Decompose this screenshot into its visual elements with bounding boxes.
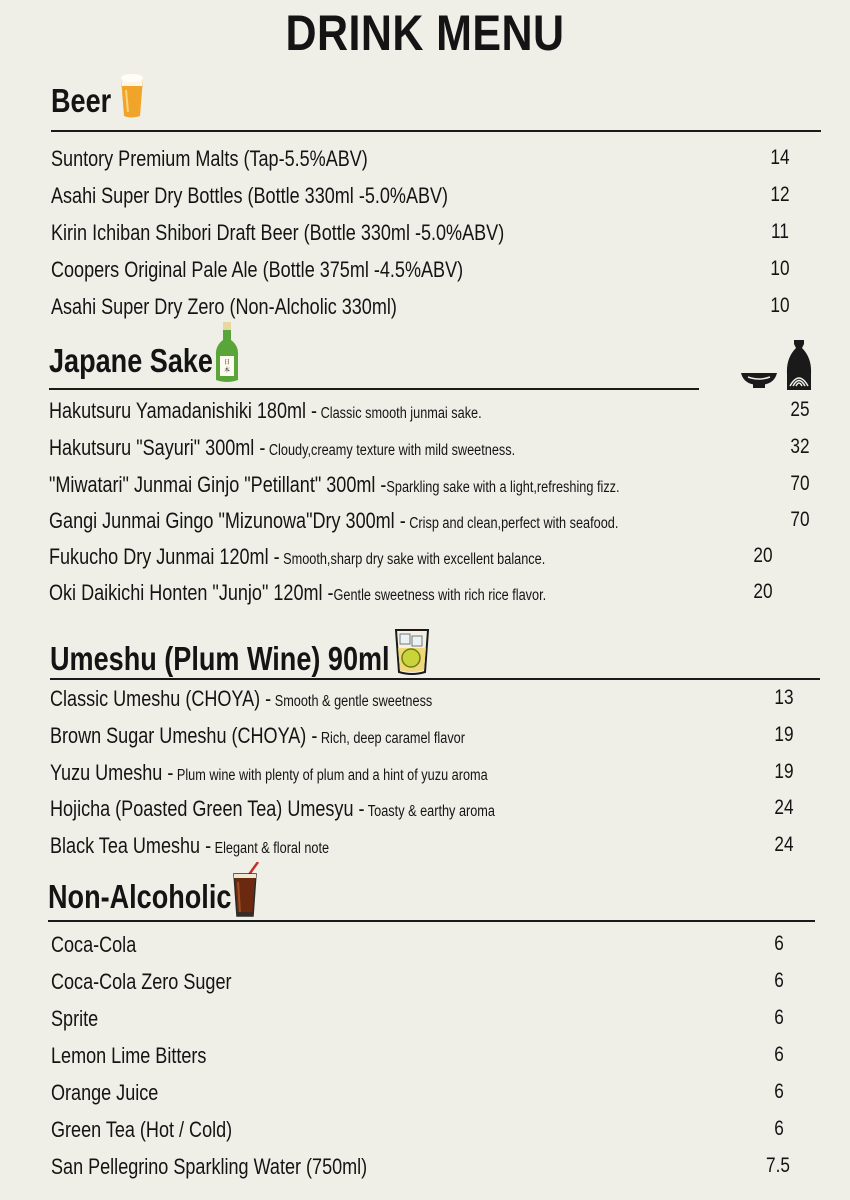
item-description: Smooth,sharp dry sake with excellent balance.: [279, 551, 546, 568]
item-name: Suntory Premium Malts (Tap-5.5%ABV): [51, 146, 368, 171]
item-description: Crisp and clean,perfect with seafood.: [405, 515, 619, 532]
list-item: [0, 294, 850, 324]
list-item: [0, 1117, 850, 1147]
svg-text:日: 日: [223, 359, 231, 366]
sake-heading: Japane Sake: [49, 342, 213, 379]
item-description: Toasty & earthy aroma: [364, 803, 495, 820]
item-price: 70: [790, 472, 810, 495]
list-item: [0, 183, 850, 213]
list-item: [0, 220, 850, 250]
item-price: 24: [774, 833, 794, 856]
item-price: 20: [753, 580, 773, 603]
beer-heading: Beer: [51, 82, 112, 119]
item-name: [49, 508, 618, 534]
item-price: 10: [770, 257, 790, 280]
umeshu-heading: Umeshu (Plum Wine) 90ml: [50, 640, 390, 677]
item-price: 24: [774, 796, 794, 819]
item-description: Plum wine with plenty of plum and a hint of yuzu aroma: [173, 767, 488, 784]
item-description: Gentle sweetness with rich rice flavor.: [333, 587, 547, 604]
item-price: 6: [774, 1117, 784, 1140]
list-item: [0, 508, 850, 538]
item-title: Oki Daikichi Honten "Junjo" 120ml -: [49, 580, 334, 605]
list-item: [0, 796, 850, 826]
item-description: Cloudy,creamy texture with mild sweetness.: [265, 442, 516, 459]
page-title: DRINK MENU: [285, 5, 565, 61]
item-price: 11: [771, 220, 789, 243]
list-item: [0, 435, 850, 465]
list-item: [0, 833, 850, 863]
item-name: Coopers Original Pale Ale (Bottle 375ml -4.5%ABV): [51, 257, 464, 282]
non-alcoholic-heading: Non-Alcoholic: [48, 878, 232, 915]
item-title: Hojicha (Poasted Green Tea) Umesyu -: [50, 796, 365, 821]
item-description: Classic smooth junmai sake.: [317, 405, 482, 422]
item-name: [49, 398, 482, 424]
list-item: [0, 760, 850, 790]
item-name: Kirin Ichiban Shibori Draft Beer (Bottle 330ml -5.0%ABV): [51, 220, 505, 245]
item-title: Black Tea Umeshu -: [50, 833, 212, 858]
item-name: [49, 544, 545, 570]
list-item: [0, 932, 850, 962]
item-name: Asahi Super Dry Zero (Non-Alcholic 330ml): [51, 294, 397, 319]
item-price: 70: [790, 508, 810, 531]
sake-tokkuri-icon: [786, 340, 812, 392]
svg-text:本: 本: [223, 367, 231, 374]
list-item: [0, 146, 850, 176]
item-name: [49, 580, 546, 606]
item-name: Coca-Cola Zero Suger: [51, 969, 232, 994]
item-price: 7.5: [766, 1154, 790, 1177]
list-item: [0, 969, 850, 999]
item-name: Green Tea (Hot / Cold): [51, 1117, 233, 1142]
item-price: 32: [790, 435, 810, 458]
item-description: Elegant & floral note: [211, 840, 330, 857]
item-description: Smooth & gentle sweetness: [271, 693, 433, 710]
list-item: [0, 1080, 850, 1110]
item-name: [50, 833, 329, 859]
list-item: [0, 1154, 850, 1184]
sake-cup-icon: [740, 368, 778, 390]
item-price: 6: [774, 932, 784, 955]
item-title: Fukucho Dry Junmai 120ml -: [49, 544, 280, 569]
item-price: 6: [774, 1080, 784, 1103]
item-price: 10: [770, 294, 790, 317]
item-name: [49, 472, 620, 498]
item-price: 6: [774, 1006, 784, 1029]
item-name: Coca-Cola: [51, 932, 137, 957]
list-item: [0, 257, 850, 287]
list-item: [0, 580, 850, 610]
item-price: 14: [770, 146, 790, 169]
list-item: [0, 1006, 850, 1036]
item-price: 25: [790, 398, 810, 421]
item-name: [50, 723, 465, 749]
item-name: [50, 760, 488, 786]
beer-divider: [51, 130, 821, 132]
item-price: 20: [753, 544, 773, 567]
sake-bottle-icon: [213, 322, 241, 384]
item-name: Asahi Super Dry Bottles (Bottle 330ml -5.0%ABV): [51, 183, 449, 208]
item-price: 6: [774, 1043, 784, 1066]
list-item: [0, 723, 850, 753]
item-title: Brown Sugar Umeshu (CHOYA) -: [50, 723, 318, 748]
item-price: 19: [774, 723, 794, 746]
non-alcoholic-section: [0, 878, 850, 1188]
cola-glass-icon: [230, 862, 264, 918]
item-title: Gangi Junmai Gingo "Mizunowa"Dry 300ml -: [49, 508, 406, 533]
umeshu-section: [0, 640, 850, 870]
list-item: [0, 686, 850, 716]
sake-section: [0, 342, 850, 612]
item-price: 13: [774, 686, 794, 709]
list-item: [0, 398, 850, 428]
item-title: Yuzu Umeshu -: [50, 760, 174, 785]
item-name: Sprite: [51, 1006, 99, 1031]
whisky-glass-icon: [394, 626, 430, 676]
item-name: San Pellegrino Sparkling Water (750ml): [51, 1154, 368, 1179]
item-title: "Miwatari" Junmai Ginjo "Petillant" 300ml -: [49, 472, 387, 497]
item-name: [50, 686, 432, 712]
list-item: [0, 544, 850, 574]
item-name: [49, 435, 515, 461]
beer-section: [0, 82, 850, 322]
item-description: Rich, deep caramel flavor: [317, 730, 465, 747]
item-title: Hakutsuru "Sayuri" 300ml -: [49, 435, 266, 460]
list-item: [0, 472, 850, 502]
item-name: Orange Juice: [51, 1080, 159, 1105]
item-price: 12: [770, 183, 790, 206]
non-alcoholic-divider: [48, 920, 815, 922]
item-name: Lemon Lime Bitters: [51, 1043, 207, 1068]
item-name: [50, 796, 495, 822]
umeshu-divider: [50, 678, 820, 680]
list-item: [0, 1043, 850, 1073]
item-title: Hakutsuru Yamadanishiki 180ml -: [49, 398, 318, 423]
sake-divider: [49, 388, 699, 390]
item-description: Sparkling sake with a light,refreshing fizz.: [386, 479, 620, 496]
item-title: Classic Umeshu (CHOYA) -: [50, 686, 272, 711]
item-price: 6: [774, 969, 784, 992]
beer-glass-icon: [118, 72, 146, 120]
item-price: 19: [774, 760, 794, 783]
